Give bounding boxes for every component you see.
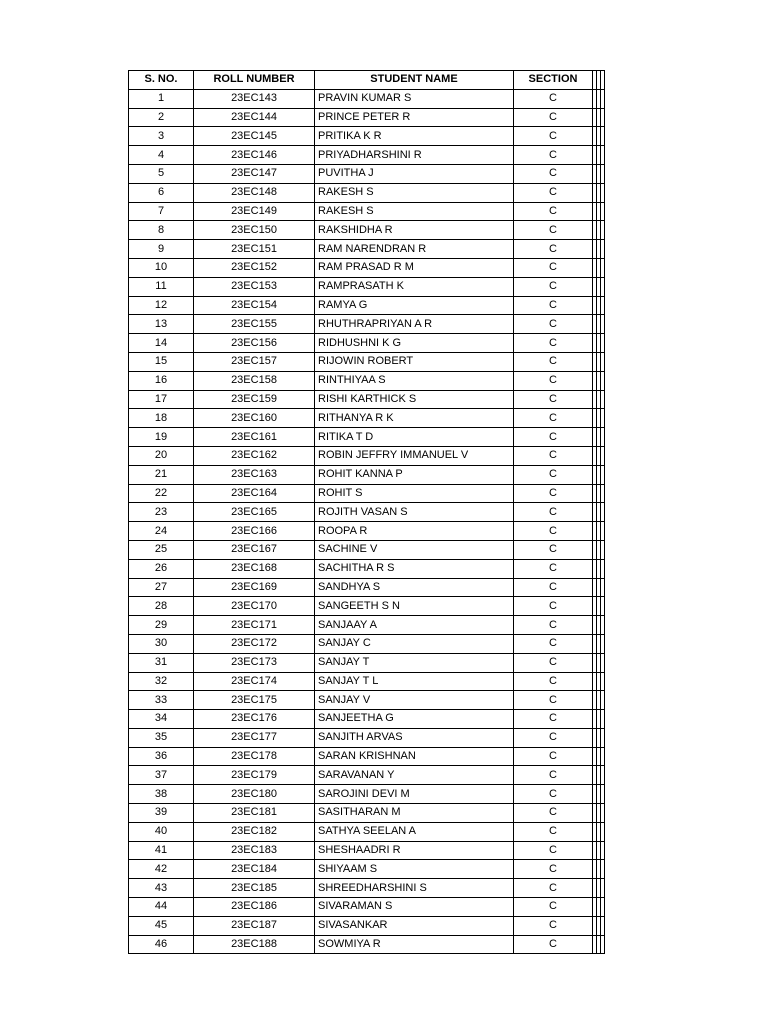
cell-roll-number: 23EC175 xyxy=(194,691,315,710)
blank-cell xyxy=(601,822,605,841)
blank-cell xyxy=(601,860,605,879)
cell-roll-number: 23EC148 xyxy=(194,183,315,202)
cell-student-name: RAM NARENDRAN R xyxy=(315,240,514,259)
cell-roll-number: 23EC170 xyxy=(194,597,315,616)
table-row xyxy=(129,935,605,954)
cell-sno: 6 xyxy=(129,183,194,202)
cell-roll-number: 23EC164 xyxy=(194,484,315,503)
cell-section: C xyxy=(514,484,593,503)
cell-roll-number: 23EC143 xyxy=(194,89,315,108)
cell-sno: 25 xyxy=(129,540,194,559)
cell-student-name: SARAVANAN Y xyxy=(315,766,514,785)
table-row xyxy=(129,522,605,541)
cell-sno: 15 xyxy=(129,352,194,371)
table-row xyxy=(129,202,605,221)
cell-section: C xyxy=(514,258,593,277)
cell-student-name: RISHI KARTHICK S xyxy=(315,390,514,409)
table-row xyxy=(129,710,605,729)
cell-section: C xyxy=(514,89,593,108)
blank-cell xyxy=(601,277,605,296)
table-row xyxy=(129,277,605,296)
header-sno: S. NO. xyxy=(129,71,194,90)
cell-sno: 39 xyxy=(129,804,194,823)
table-row xyxy=(129,747,605,766)
cell-section: C xyxy=(514,559,593,578)
cell-roll-number: 23EC178 xyxy=(194,747,315,766)
blank-cell xyxy=(601,352,605,371)
cell-section: C xyxy=(514,785,593,804)
cell-section: C xyxy=(514,804,593,823)
cell-sno: 41 xyxy=(129,841,194,860)
cell-student-name: RAMPRASATH K xyxy=(315,277,514,296)
cell-section: C xyxy=(514,108,593,127)
cell-roll-number: 23EC153 xyxy=(194,277,315,296)
cell-roll-number: 23EC147 xyxy=(194,164,315,183)
table-row xyxy=(129,653,605,672)
cell-student-name: RAKESH S xyxy=(315,202,514,221)
cell-student-name: RAM PRASAD R M xyxy=(315,258,514,277)
cell-sno: 17 xyxy=(129,390,194,409)
cell-section: C xyxy=(514,428,593,447)
cell-sno: 2 xyxy=(129,108,194,127)
cell-roll-number: 23EC179 xyxy=(194,766,315,785)
cell-section: C xyxy=(514,597,593,616)
table-header-row xyxy=(129,71,605,90)
cell-student-name: SANJAY T xyxy=(315,653,514,672)
cell-sno: 12 xyxy=(129,296,194,315)
blank-cell xyxy=(601,841,605,860)
cell-section: C xyxy=(514,860,593,879)
blank-cell xyxy=(601,710,605,729)
blank-cell xyxy=(601,296,605,315)
cell-roll-number: 23EC159 xyxy=(194,390,315,409)
cell-sno: 30 xyxy=(129,634,194,653)
table-row xyxy=(129,916,605,935)
cell-section: C xyxy=(514,898,593,917)
blank-cell xyxy=(601,935,605,954)
table-row xyxy=(129,578,605,597)
blank-cell xyxy=(601,108,605,127)
blank-cell xyxy=(601,653,605,672)
table-row xyxy=(129,183,605,202)
table-row xyxy=(129,766,605,785)
cell-sno: 27 xyxy=(129,578,194,597)
table-row xyxy=(129,898,605,917)
cell-sno: 16 xyxy=(129,371,194,390)
cell-roll-number: 23EC162 xyxy=(194,446,315,465)
blank-cell xyxy=(601,766,605,785)
cell-sno: 21 xyxy=(129,465,194,484)
cell-student-name: RIDHUSHNI K G xyxy=(315,334,514,353)
cell-student-name: RHUTHRAPRIYAN A R xyxy=(315,315,514,334)
cell-section: C xyxy=(514,540,593,559)
cell-sno: 14 xyxy=(129,334,194,353)
table-row xyxy=(129,428,605,447)
cell-sno: 9 xyxy=(129,240,194,259)
cell-student-name: SANGEETH S N xyxy=(315,597,514,616)
cell-student-name: PRIYADHARSHINI R xyxy=(315,146,514,165)
cell-sno: 37 xyxy=(129,766,194,785)
student-list-table xyxy=(128,70,605,954)
table-row xyxy=(129,296,605,315)
cell-section: C xyxy=(514,164,593,183)
blank-cell xyxy=(601,503,605,522)
cell-roll-number: 23EC186 xyxy=(194,898,315,917)
cell-section: C xyxy=(514,822,593,841)
blank-cell xyxy=(601,371,605,390)
table-row xyxy=(129,108,605,127)
table-row xyxy=(129,804,605,823)
cell-student-name: RITIKA T D xyxy=(315,428,514,447)
cell-roll-number: 23EC160 xyxy=(194,409,315,428)
table-row xyxy=(129,822,605,841)
table-row xyxy=(129,334,605,353)
cell-section: C xyxy=(514,728,593,747)
cell-student-name: PRINCE PETER R xyxy=(315,108,514,127)
cell-section: C xyxy=(514,616,593,635)
cell-section: C xyxy=(514,879,593,898)
cell-roll-number: 23EC152 xyxy=(194,258,315,277)
cell-student-name: RAKSHIDHA R xyxy=(315,221,514,240)
cell-student-name: SHESHAADRI R xyxy=(315,841,514,860)
table-row xyxy=(129,315,605,334)
blank-cell xyxy=(601,916,605,935)
table-row xyxy=(129,146,605,165)
cell-sno: 40 xyxy=(129,822,194,841)
cell-student-name: SANJAY C xyxy=(315,634,514,653)
blank-cell xyxy=(601,465,605,484)
table-row xyxy=(129,616,605,635)
table-row xyxy=(129,559,605,578)
cell-section: C xyxy=(514,334,593,353)
cell-sno: 35 xyxy=(129,728,194,747)
cell-student-name: ROJITH VASAN S xyxy=(315,503,514,522)
blank-cell xyxy=(601,785,605,804)
cell-roll-number: 23EC157 xyxy=(194,352,315,371)
cell-section: C xyxy=(514,672,593,691)
cell-section: C xyxy=(514,277,593,296)
table-row xyxy=(129,221,605,240)
cell-sno: 34 xyxy=(129,710,194,729)
blank-cell xyxy=(601,183,605,202)
cell-roll-number: 23EC163 xyxy=(194,465,315,484)
blank-cell xyxy=(601,409,605,428)
cell-section: C xyxy=(514,146,593,165)
cell-student-name: SACHINE V xyxy=(315,540,514,559)
cell-sno: 38 xyxy=(129,785,194,804)
cell-sno: 43 xyxy=(129,879,194,898)
blank-cell xyxy=(601,672,605,691)
cell-student-name: ROBIN JEFFRY IMMANUEL V xyxy=(315,446,514,465)
table-row xyxy=(129,465,605,484)
blank-cell xyxy=(601,258,605,277)
cell-section: C xyxy=(514,935,593,954)
cell-roll-number: 23EC158 xyxy=(194,371,315,390)
cell-sno: 20 xyxy=(129,446,194,465)
cell-section: C xyxy=(514,465,593,484)
cell-roll-number: 23EC144 xyxy=(194,108,315,127)
cell-student-name: PUVITHA J xyxy=(315,164,514,183)
cell-sno: 29 xyxy=(129,616,194,635)
student-list-table-wrapper xyxy=(128,70,605,954)
cell-student-name: RAKESH S xyxy=(315,183,514,202)
table-row xyxy=(129,728,605,747)
blank-cell xyxy=(601,879,605,898)
cell-section: C xyxy=(514,352,593,371)
header-student-name: STUDENT NAME xyxy=(315,71,514,90)
cell-section: C xyxy=(514,202,593,221)
cell-roll-number: 23EC188 xyxy=(194,935,315,954)
cell-section: C xyxy=(514,296,593,315)
table-row xyxy=(129,390,605,409)
cell-section: C xyxy=(514,766,593,785)
table-row xyxy=(129,371,605,390)
cell-student-name: SATHYA SEELAN A xyxy=(315,822,514,841)
blank-cell xyxy=(601,898,605,917)
table-row xyxy=(129,258,605,277)
blank-cell xyxy=(601,747,605,766)
cell-student-name: SASITHARAN M xyxy=(315,804,514,823)
cell-student-name: RINTHIYAA S xyxy=(315,371,514,390)
cell-roll-number: 23EC183 xyxy=(194,841,315,860)
cell-section: C xyxy=(514,747,593,766)
blank-cell xyxy=(601,127,605,146)
cell-roll-number: 23EC174 xyxy=(194,672,315,691)
blank-cell xyxy=(601,522,605,541)
cell-student-name: ROHIT S xyxy=(315,484,514,503)
blank-column xyxy=(601,71,605,90)
cell-sno: 1 xyxy=(129,89,194,108)
blank-cell xyxy=(601,428,605,447)
cell-roll-number: 23EC165 xyxy=(194,503,315,522)
blank-cell xyxy=(601,597,605,616)
blank-cell xyxy=(601,164,605,183)
cell-roll-number: 23EC154 xyxy=(194,296,315,315)
cell-roll-number: 23EC166 xyxy=(194,522,315,541)
cell-roll-number: 23EC150 xyxy=(194,221,315,240)
cell-section: C xyxy=(514,691,593,710)
cell-student-name: SANJAY V xyxy=(315,691,514,710)
cell-student-name: ROOPA R xyxy=(315,522,514,541)
table-row xyxy=(129,841,605,860)
cell-sno: 18 xyxy=(129,409,194,428)
blank-cell xyxy=(601,146,605,165)
cell-student-name: RITHANYA R K xyxy=(315,409,514,428)
cell-section: C xyxy=(514,653,593,672)
cell-sno: 26 xyxy=(129,559,194,578)
blank-cell xyxy=(601,240,605,259)
cell-roll-number: 23EC172 xyxy=(194,634,315,653)
cell-sno: 33 xyxy=(129,691,194,710)
cell-sno: 7 xyxy=(129,202,194,221)
table-row xyxy=(129,672,605,691)
table-row xyxy=(129,634,605,653)
cell-roll-number: 23EC145 xyxy=(194,127,315,146)
cell-student-name: SACHITHA R S xyxy=(315,559,514,578)
cell-sno: 3 xyxy=(129,127,194,146)
cell-section: C xyxy=(514,390,593,409)
cell-sno: 42 xyxy=(129,860,194,879)
cell-section: C xyxy=(514,710,593,729)
cell-roll-number: 23EC176 xyxy=(194,710,315,729)
cell-roll-number: 23EC177 xyxy=(194,728,315,747)
cell-roll-number: 23EC151 xyxy=(194,240,315,259)
cell-section: C xyxy=(514,183,593,202)
blank-cell xyxy=(601,616,605,635)
cell-student-name: ROHIT KANNA P xyxy=(315,465,514,484)
blank-cell xyxy=(601,728,605,747)
table-row xyxy=(129,409,605,428)
cell-student-name: SHIYAAM S xyxy=(315,860,514,879)
table-row xyxy=(129,352,605,371)
cell-student-name: SANJITH ARVAS xyxy=(315,728,514,747)
table-row xyxy=(129,860,605,879)
table-row xyxy=(129,503,605,522)
blank-cell xyxy=(601,221,605,240)
cell-roll-number: 23EC149 xyxy=(194,202,315,221)
cell-roll-number: 23EC146 xyxy=(194,146,315,165)
cell-roll-number: 23EC185 xyxy=(194,879,315,898)
blank-cell xyxy=(601,559,605,578)
cell-sno: 31 xyxy=(129,653,194,672)
table-row xyxy=(129,89,605,108)
cell-section: C xyxy=(514,503,593,522)
table-row xyxy=(129,240,605,259)
table-row xyxy=(129,691,605,710)
blank-cell xyxy=(601,334,605,353)
cell-student-name: SARAN KRISHNAN xyxy=(315,747,514,766)
blank-cell xyxy=(601,484,605,503)
cell-sno: 45 xyxy=(129,916,194,935)
cell-student-name: SIVASANKAR xyxy=(315,916,514,935)
blank-cell xyxy=(601,390,605,409)
cell-section: C xyxy=(514,409,593,428)
cell-sno: 22 xyxy=(129,484,194,503)
cell-section: C xyxy=(514,578,593,597)
table-row xyxy=(129,164,605,183)
cell-student-name: SHREEDHARSHINI S xyxy=(315,879,514,898)
blank-cell xyxy=(601,89,605,108)
cell-section: C xyxy=(514,916,593,935)
cell-roll-number: 23EC171 xyxy=(194,616,315,635)
cell-section: C xyxy=(514,446,593,465)
table-row xyxy=(129,446,605,465)
cell-sno: 24 xyxy=(129,522,194,541)
table-row xyxy=(129,879,605,898)
header-roll-number: ROLL NUMBER xyxy=(194,71,315,90)
cell-roll-number: 23EC161 xyxy=(194,428,315,447)
cell-sno: 13 xyxy=(129,315,194,334)
cell-student-name: PRAVIN KUMAR S xyxy=(315,89,514,108)
blank-cell xyxy=(601,804,605,823)
cell-student-name: SANJAAY A xyxy=(315,616,514,635)
blank-cell xyxy=(601,446,605,465)
cell-student-name: SOWMIYA R xyxy=(315,935,514,954)
cell-roll-number: 23EC184 xyxy=(194,860,315,879)
cell-student-name: SAROJINI DEVI M xyxy=(315,785,514,804)
cell-sno: 19 xyxy=(129,428,194,447)
cell-roll-number: 23EC156 xyxy=(194,334,315,353)
cell-sno: 10 xyxy=(129,258,194,277)
table-row xyxy=(129,127,605,146)
header-section: SECTION xyxy=(514,71,593,90)
cell-student-name: SANDHYA S xyxy=(315,578,514,597)
cell-sno: 23 xyxy=(129,503,194,522)
table-row xyxy=(129,785,605,804)
cell-section: C xyxy=(514,522,593,541)
cell-roll-number: 23EC181 xyxy=(194,804,315,823)
cell-student-name: SANJEETHA G xyxy=(315,710,514,729)
cell-sno: 32 xyxy=(129,672,194,691)
cell-roll-number: 23EC168 xyxy=(194,559,315,578)
cell-sno: 28 xyxy=(129,597,194,616)
blank-cell xyxy=(601,202,605,221)
cell-sno: 46 xyxy=(129,935,194,954)
table-row xyxy=(129,540,605,559)
cell-section: C xyxy=(514,315,593,334)
cell-student-name: SANJAY T L xyxy=(315,672,514,691)
blank-cell xyxy=(601,634,605,653)
cell-sno: 8 xyxy=(129,221,194,240)
cell-student-name: RAMYA G xyxy=(315,296,514,315)
cell-section: C xyxy=(514,221,593,240)
table-row xyxy=(129,484,605,503)
cell-roll-number: 23EC180 xyxy=(194,785,315,804)
cell-section: C xyxy=(514,634,593,653)
cell-section: C xyxy=(514,127,593,146)
cell-student-name: PRITIKA K R xyxy=(315,127,514,146)
cell-student-name: RIJOWIN ROBERT xyxy=(315,352,514,371)
cell-sno: 36 xyxy=(129,747,194,766)
cell-roll-number: 23EC155 xyxy=(194,315,315,334)
blank-cell xyxy=(601,540,605,559)
cell-roll-number: 23EC167 xyxy=(194,540,315,559)
cell-section: C xyxy=(514,240,593,259)
cell-section: C xyxy=(514,371,593,390)
cell-sno: 4 xyxy=(129,146,194,165)
cell-sno: 5 xyxy=(129,164,194,183)
table-body xyxy=(129,89,605,954)
cell-section: C xyxy=(514,841,593,860)
cell-sno: 11 xyxy=(129,277,194,296)
table-row xyxy=(129,597,605,616)
blank-cell xyxy=(601,315,605,334)
cell-sno: 44 xyxy=(129,898,194,917)
cell-roll-number: 23EC173 xyxy=(194,653,315,672)
cell-roll-number: 23EC187 xyxy=(194,916,315,935)
cell-roll-number: 23EC169 xyxy=(194,578,315,597)
blank-cell xyxy=(601,691,605,710)
cell-roll-number: 23EC182 xyxy=(194,822,315,841)
cell-student-name: SIVARAMAN S xyxy=(315,898,514,917)
blank-cell xyxy=(601,578,605,597)
